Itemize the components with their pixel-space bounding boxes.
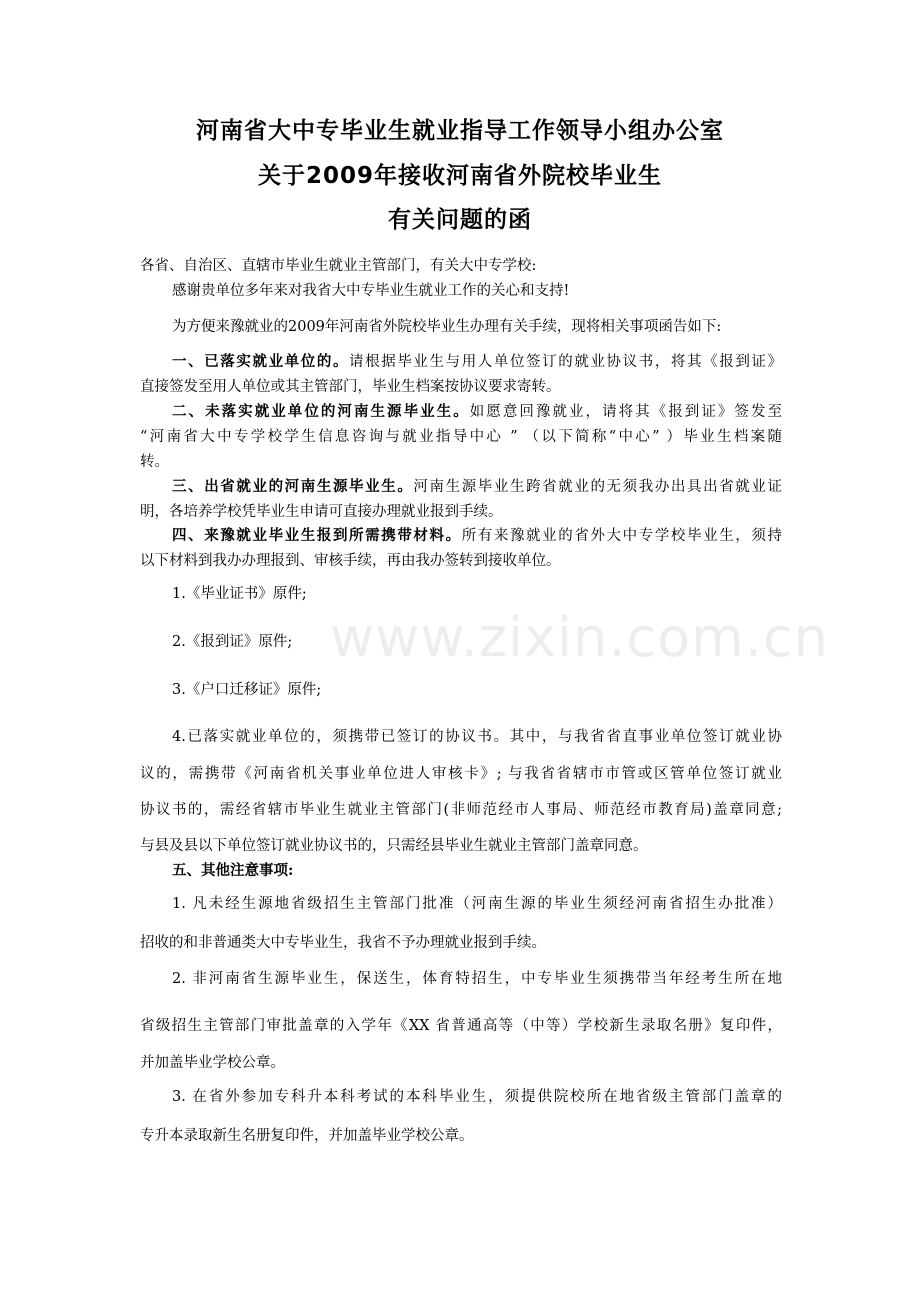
material-item-4-line-4: 与县及县以下单位签订就业协议书的，只需经县毕业生就业主管部门盖章同意。 [140,838,648,854]
note-2-line-2: 省级招生主管部门审批盖章的入学年《XX 省普通高等（中等）学校新生录取名册》复印件， [140,1018,782,1034]
section-3-text: 河南生源毕业生跨省就业的无须我办出具出省就业证 [413,479,783,495]
salutation: 各省、自治区、直辖市毕业生就业主管部门，有关大中专学校: [140,258,537,274]
section-4-line-1 [140,526,782,546]
section-1-line-2: 直接签发至用人单位或其主管部门，毕业生档案按协议要求寄转。 [140,379,561,395]
title-line-1: 河南省大中专毕业生就业指导工作领导小组办公室 [196,118,724,144]
section-1-heading: 一、已落实就业单位的。 [172,353,350,370]
section-3-line-1 [140,477,782,497]
material-item-2: 2.《报到证》原件; [172,634,293,650]
section-4-text: 所有来豫就业的省外大中专学校毕业生，须持 [461,528,782,544]
section-2-line-1 [140,402,782,422]
material-item-4-line-3: 协议书的，需经省辖市毕业生就业主管部门(非师范经市人事局、师范经市教育局)盖章同意; [140,802,782,818]
section-3-line-2: 明，各培养学校凭毕业生申请可直接办理就业报到手续。 [140,504,503,520]
section-1-text: 请根据毕业生与用人单位签订的就业协议书，将其《报到证》 [349,354,783,370]
section-2-heading: 二、未落实就业单位的河南生源毕业生。 [172,403,470,420]
thanks-paragraph: 感谢贵单位多年来对我省大中专毕业生就业工作的关心和支持! [172,283,570,299]
material-item-3: 3.《户口迁移证》原件; [172,682,322,698]
section-2-line-2: “河南省大中专学校学生信息咨询与就业指导中心 ” （以下简称“中心” ）毕业生档案随 [140,429,782,445]
note-2-line-1: 2. 非河南省生源毕业生，保送生，体育特招生，中专毕业生须携带当年经考生所在地 [172,971,782,987]
section-2-line-3: 转。 [140,454,169,470]
section-3-heading: 三、出省就业的河南生源毕业生。 [172,478,414,495]
material-item-4-line-2: 议的，需携带《河南省机关事业单位进人审核卡》; 与我省省辖市市管或区管单位签订就业 [140,766,782,782]
note-3-line-2: 专升本录取新生名册复印件，并加盖毕业学校公章。 [140,1128,474,1144]
note-1-line-2: 招收的和非普通类大中专毕业生，我省不予办理就业报到手续。 [140,935,546,951]
section-4-heading: 四、来豫就业毕业生报到所需携带材料。 [172,527,462,544]
material-item-4-line-1: 4.已落实就业单位的，须携带已签订的协议书。其中，与我省省直事业单位签订就业协 [172,729,782,745]
section-2-text: 如愿意回豫就业，请将其《报到证》签发至 [469,404,782,420]
section-1-line-1 [140,352,782,372]
material-item-1: 1.《毕业证书》原件; [172,586,307,602]
intro-paragraph: 为方便来豫就业的2009年河南省外院校毕业生办理有关手续，现将相关事项函告如下: [172,319,722,335]
section-5-heading: 五、其他注意事项: [172,862,294,879]
note-3-line-1: 3. 在省外参加专科升本科考试的本科毕业生，须提供院校所在地省级主管部门盖章的 [172,1089,782,1105]
note-1-line-1: 1. 凡未经生源地省级招生主管部门批准（河南生源的毕业生须经河南省招生办批准） [172,896,782,912]
section-4-line-2: 以下材料到我办办理报到、审核手续，再由我办签转到接收单位。 [140,553,561,569]
title-line-3: 有关问题的函 [388,207,532,233]
title-line-2: 关于2009年接收河南省外院校毕业生 [257,163,662,189]
watermark-text: www.zixin.com.cn [330,606,829,669]
note-2-line-3: 并加盖毕业学校公章。 [140,1055,285,1071]
